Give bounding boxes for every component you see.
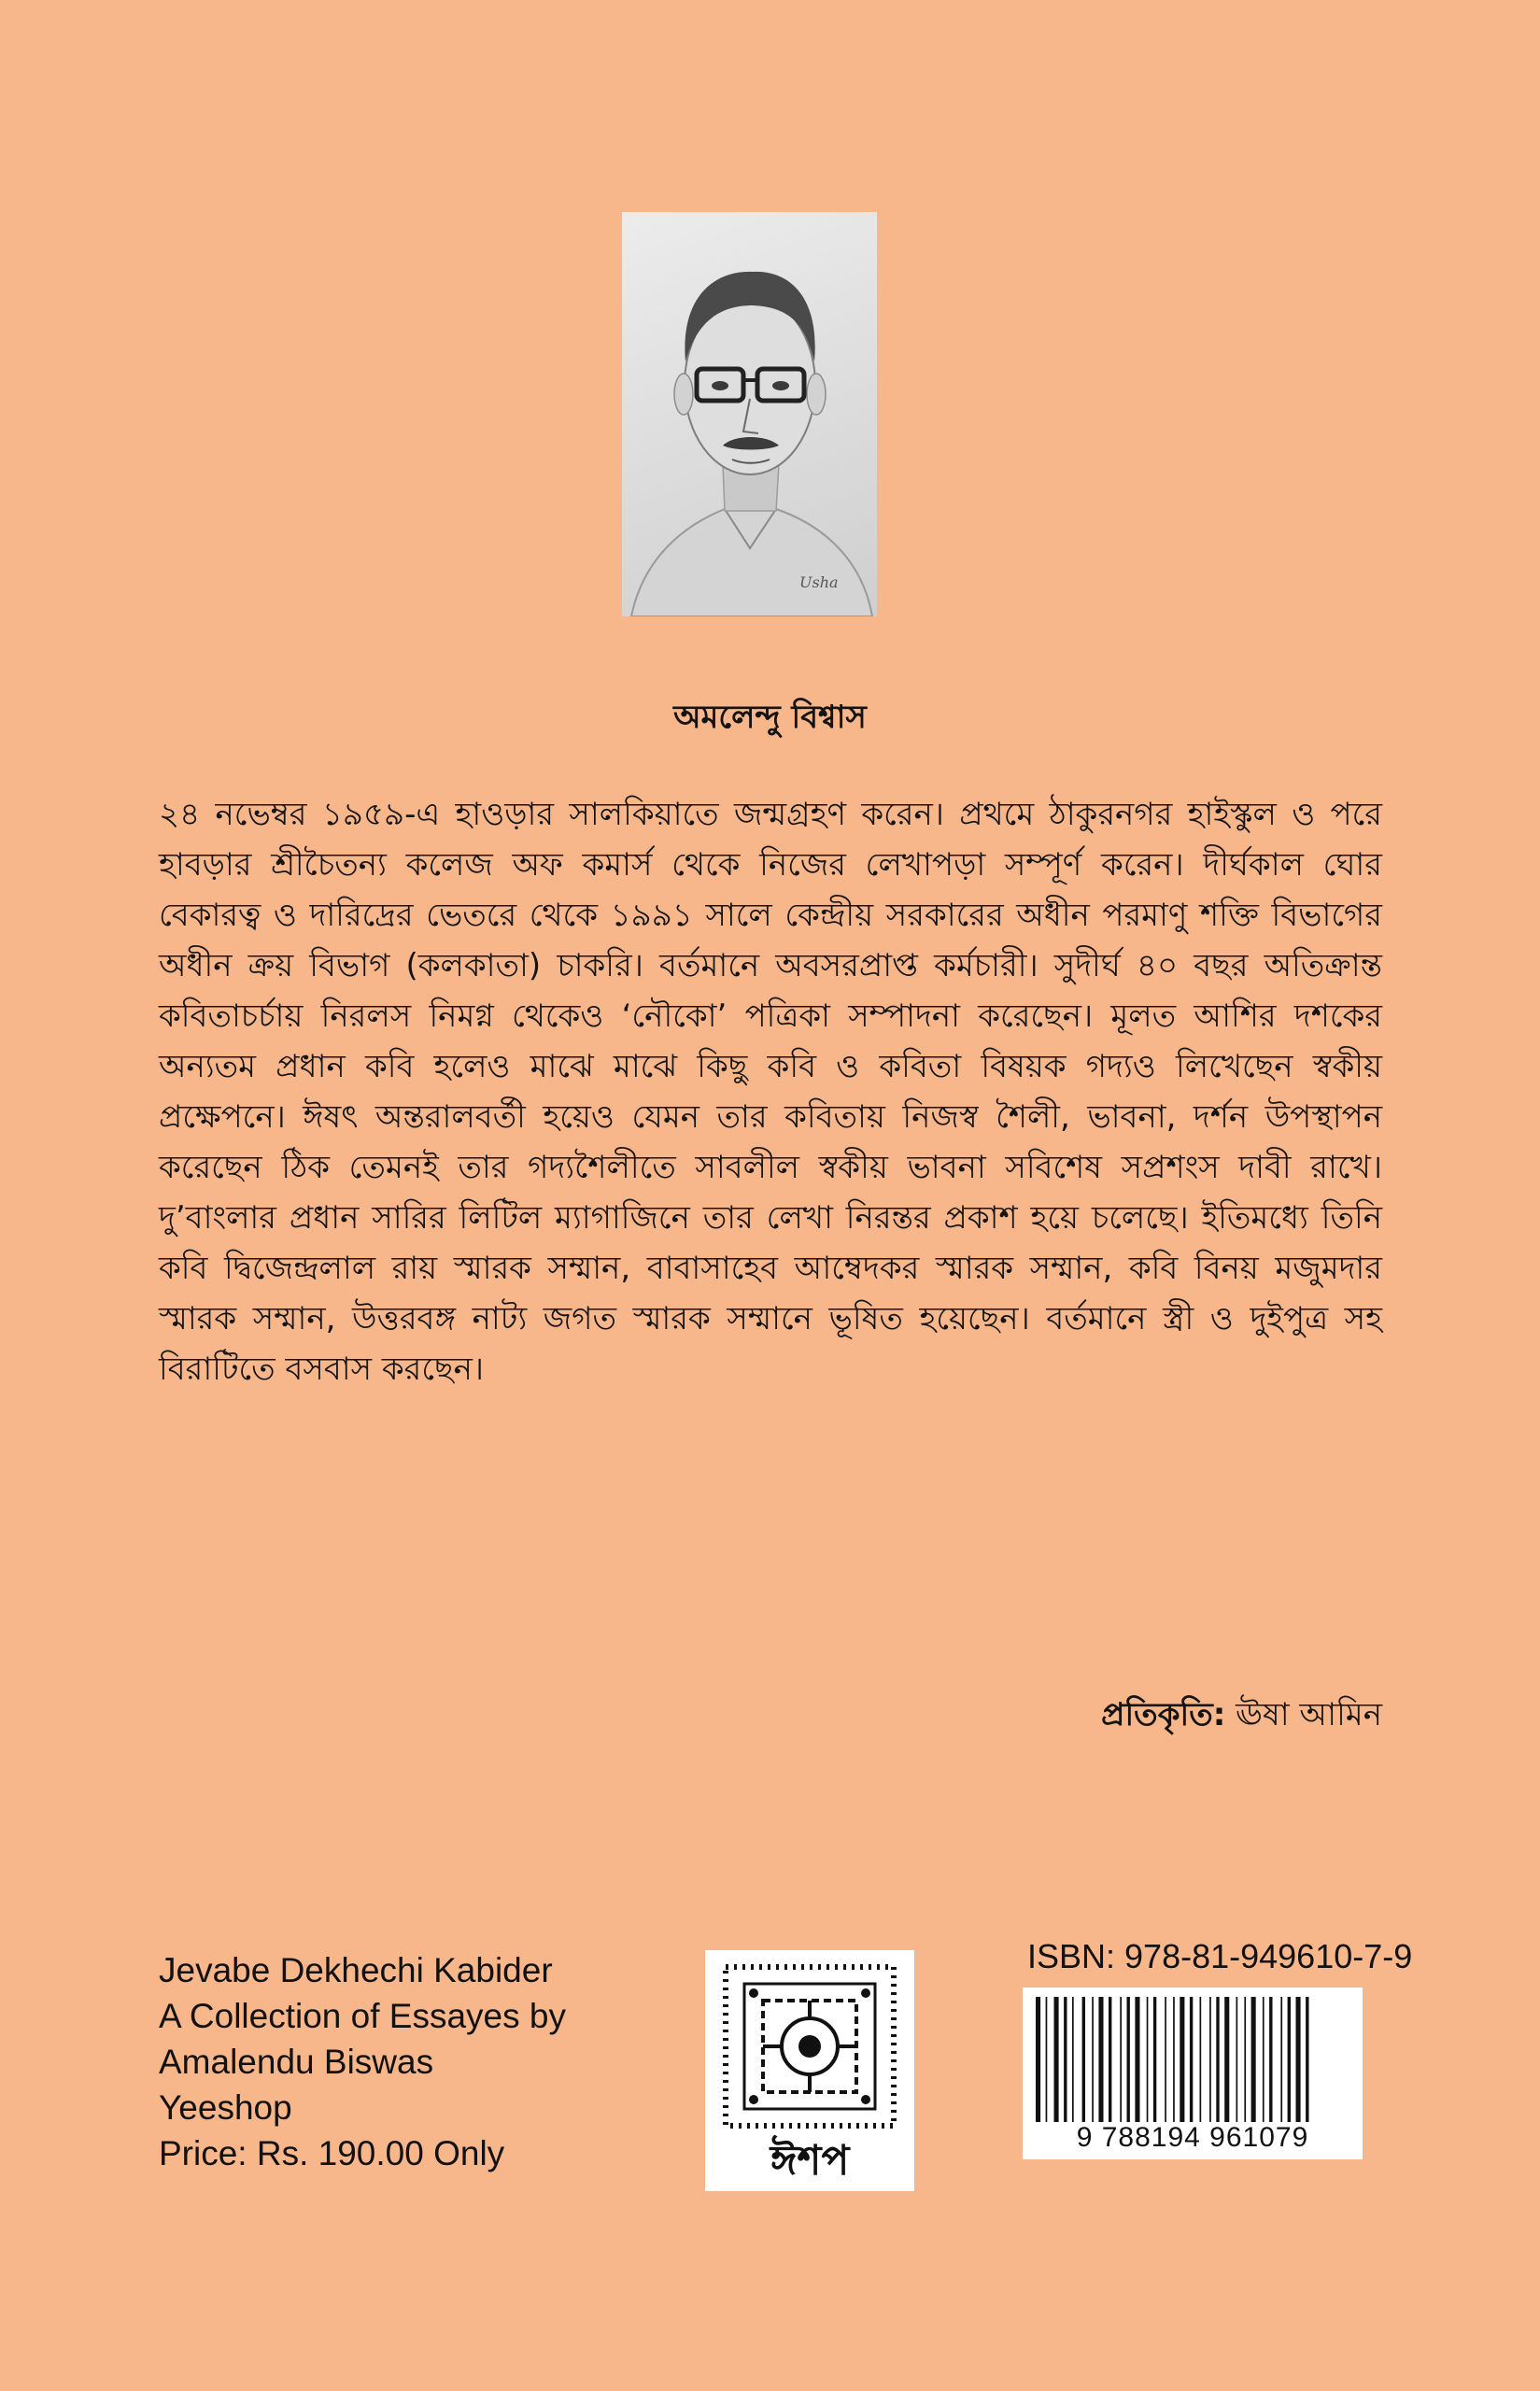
isbn-barcode [1023, 1988, 1363, 2159]
portrait-credit [1101, 1691, 1382, 1744]
book-publisher-line: Yeeshop [159, 2088, 292, 2127]
isbn-label: ISBN: 978-81-949610-7-9 [1027, 1937, 1413, 1975]
portrait-credit-name: ঊষা আমিন [1236, 1696, 1382, 1733]
author-portrait-sketch [622, 212, 877, 616]
author-name-heading: অমলেন্দু বিশ্বাস [673, 699, 867, 736]
book-price-line: Price: Rs. 190.00 Only [159, 2134, 505, 2172]
book-subtitle-line: A Collection of Essayes by [159, 1997, 566, 2035]
portrait-credit-label: প্রতিকৃতি: [1101, 1696, 1226, 1733]
author-biography: ২৪ নভেম্বর ১৯৫৯-এ হাওড়ার সালকিয়াতে জন্মগ্রহণ করেন। প্রথমে ঠাকুরনগর হাইস্কুল ও পরে হাবড়ার শ্রীচৈতন্য কলেজ অফ কমার্স থেকে নিজের লেখাপড়া সম্পূর্ণ করেন। দীর্ঘকাল ঘোর বেকারত্ব ও দারিদ্রের ভেতরে থেকে ১৯৯১ সালে কেন্দ্রীয় সরকারের অধীন পরমাণু শক্তি বিভাগের অধীন ক্রয় বিভাগ (কলকাতা) চাকরি। বর্তমানে অবসরপ্রাপ্ত কর্মচারী। সুদীর্ঘ ৪০ বছর অতিক্রান্ত কবিতাচর্চায় নিরলস নিমগ্ন থেকেও ‘নৌকো’ পত্রিকা সম্পাদনা করেছেন। মূলত আশির দশকের অন্যতম প্রধান কবি হলেও মাঝে মাঝে কিছু কবি ও কবিতা বিষয়ক গদ্যও লিখেছেন স্বকীয় প্রক্ষেপনে। ঈষৎ অন্তরালবর্তী হয়েও যেমন তার কবিতায় নিজস্ব শৈলী, ভাবনা, দর্শন উপস্থাপন করেছেন ঠিক তেমনই তার গদ্যশৈলীতে সাবলীল স্বকীয় ভাবনা সবিশেষ সপ্রশংস দাবী রাখে। দু’বাংলার প্রধান সারির লিটিল ম্যাগাজিনে তার লেখা নিরন্তর প্রকাশ হয়ে চলেছে। ইতিমধ্যে তিনি কবি দ্বিজেন্দ্রলাল রায় স্মারক সম্মান, বাবাসাহেব আম্বেদকর স্মারক সম্মান, কবি বিনয় মজুমদার স্মারক সম্মান, উত্তরবঙ্গ নাট্য জগত স্মারক সম্মানে ভূষিত হয়েছেন। বর্তমানে স্ত্রী ও দুইপুত্র সহ বিরাটিতে বসবাস করছেন। [159, 796, 1382, 1388]
book-info-block [159, 1947, 566, 2176]
book-author-line: Amalendu Biswas [159, 2043, 434, 2081]
publisher-logo-text: ঈশপ [770, 2137, 850, 2185]
publisher-logo [705, 1950, 914, 2191]
book-title-line: Jevabe Dekhechi Kabider [159, 1951, 553, 1989]
portrait-signature: Usha [799, 573, 839, 591]
barcode-digits: 9 788194 961079 [1076, 2122, 1309, 2153]
